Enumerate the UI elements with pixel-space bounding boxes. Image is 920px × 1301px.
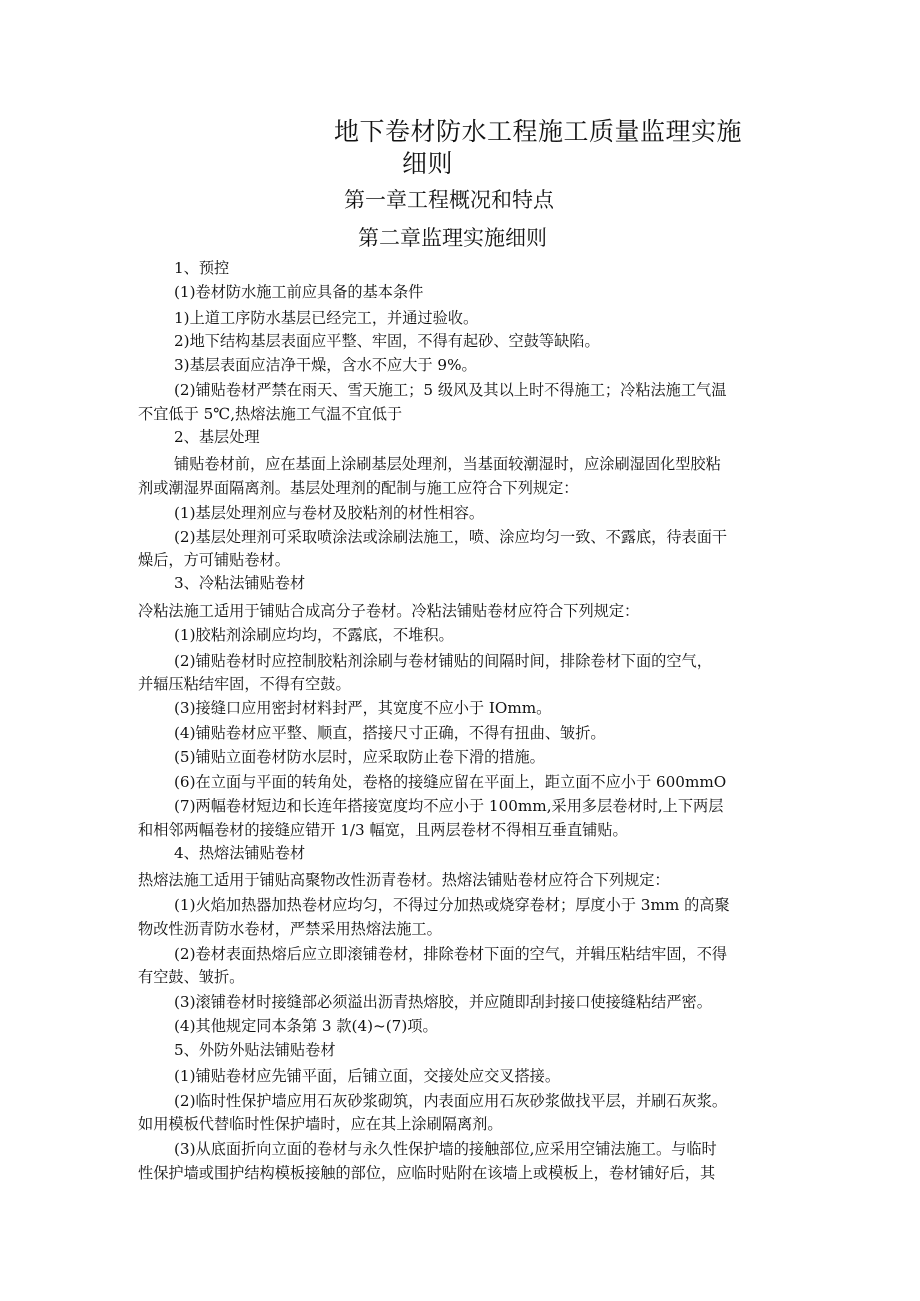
section-heading: 5、外防外贴法铺贴卷材	[174, 1041, 336, 1059]
text-line: 不宜低于 5℃,热熔法施工气温不宜低于	[138, 405, 403, 423]
text-line: (2)铺贴卷材时应控制胶粘剂涂刷与卷材铺贴的间隔时间，排除卷材下面的空气，	[174, 652, 712, 670]
text-line: 热熔法施工适用于铺贴高聚物改性沥青卷材。热熔法铺贴卷材应符合下列规定：	[138, 871, 670, 889]
text-line: 1)上道工序防水基层已经完工，并通过验收。	[174, 309, 479, 327]
section-heading: 1、预控	[174, 259, 230, 277]
text-line: (5)铺贴立面卷材防水层时，应采取防止卷下滑的措施。	[174, 748, 545, 766]
text-line: 3)基层表面应洁净干燥，含水不应大于 9%。	[174, 356, 477, 374]
text-line: 铺贴卷材前，应在基面上涂刷基层处理剂，当基面较潮湿时，应涂刷湿固化型胶粘	[174, 455, 721, 473]
text-line: 剂或潮湿界面隔离剂。基层处理剂的配制与施工应符合下列规定：	[138, 479, 579, 497]
text-line: (4)铺贴卷材应平整、顺直，搭接尺寸正确，不得有扭曲、皱折。	[174, 724, 606, 742]
text-line: (2)基层处理剂可采取喷涂法或涂刷法施工，喷、涂应均匀一致、不露底，待表面干	[174, 528, 728, 546]
text-line: 2)地下结构基层表面应平整、牢固，不得有起砂、空鼓等缺陷。	[174, 332, 600, 350]
text-line: (1)火焰加热器加热卷材应均匀，不得过分加热或烧穿卷材；厚度小于 3mm 的高聚	[174, 896, 730, 914]
text-line: 和相邻两幅卷材的接缝应错开 1/3 幅宽，且两层卷材不得相互垂直铺贴。	[138, 821, 628, 839]
text-line: 如用模板代替临时性保护墙时，应在其上涂刷隔离剂。	[138, 1115, 503, 1133]
text-line: (1)基层处理剂应与卷材及胶粘剂的材性相容。	[174, 504, 485, 522]
text-line: (2)铺贴卷材严禁在雨天、雪天施工；5 级风及其以上时不得施工；冷粘法施工气温	[174, 381, 727, 399]
text-line: (3)滚铺卷材时接缝部必须溢出沥青热熔胶，并应随即刮封接口使接缝粘结严密。	[174, 993, 712, 1011]
text-line: (1)铺贴卷材应先铺平面，后铺立面，交接处应交叉搭接。	[174, 1067, 561, 1085]
text-line: (1)卷材防水施工前应具备的基本条件	[174, 283, 424, 301]
section-heading: 2、基层处理	[174, 428, 260, 446]
text-line: 并辐压粘结牢固，不得有空鼓。	[138, 675, 351, 693]
chapter-1-heading: 第一章工程概况和特点	[344, 188, 554, 212]
text-line: 冷粘法施工适用于铺贴合成高分子卷材。冷粘法铺贴卷材应符合下列规定：	[138, 602, 640, 620]
text-line: 有空鼓、皱折。	[138, 968, 245, 986]
text-line: (6)在立面与平面的转角处，卷格的接缝应留在平面上，距立面不应小于 600mmO	[174, 773, 727, 791]
section-heading: 3、冷粘法铺贴卷材	[174, 574, 306, 592]
text-line: (2)卷材表面热熔后应立即滚铺卷材，排除卷材下面的空气，并辑压粘结牢固，不得	[174, 945, 728, 963]
text-line: (3)接缝口应用密封材料封严，其宽度不应小于 IOmm。	[174, 699, 552, 717]
text-line: 性保护墙或围护结构模板接触的部位，应临时贴附在该墙上或模板上，卷材铺好后，其	[138, 1164, 716, 1182]
document-title-line-2: 细则	[402, 149, 454, 178]
text-line: (3)从底面折向立面的卷材与永久性保护墙的接触部位,应采用空铺法施工。与临时	[174, 1140, 717, 1158]
text-line: 燥后，方可铺贴卷材。	[138, 551, 290, 569]
document-title-line-1: 地下卷材防水工程施工质量监理实施	[334, 117, 743, 146]
section-heading: 4、热熔法铺贴卷材	[174, 844, 306, 862]
text-line: (4)其他规定同本条第 3 款(4)~(7)项。	[174, 1017, 438, 1035]
chapter-2-heading: 第二章监理实施细则	[358, 226, 547, 250]
text-line: (7)两幅卷材短边和长连年搭接宽度均不应小于 100mm,采用多层卷材时,上下两层	[174, 797, 724, 815]
text-line: (1)胶粘剂涂刷应均均，不露底，不堆积。	[174, 626, 454, 644]
text-line: (2)临时性保护墙应用石灰砂浆砌筑，内表面应用石灰砂浆做找平层，并刷石灰浆。	[174, 1092, 728, 1110]
text-line: 物改性沥青防水卷材，严禁采用热熔法施工。	[138, 920, 442, 938]
